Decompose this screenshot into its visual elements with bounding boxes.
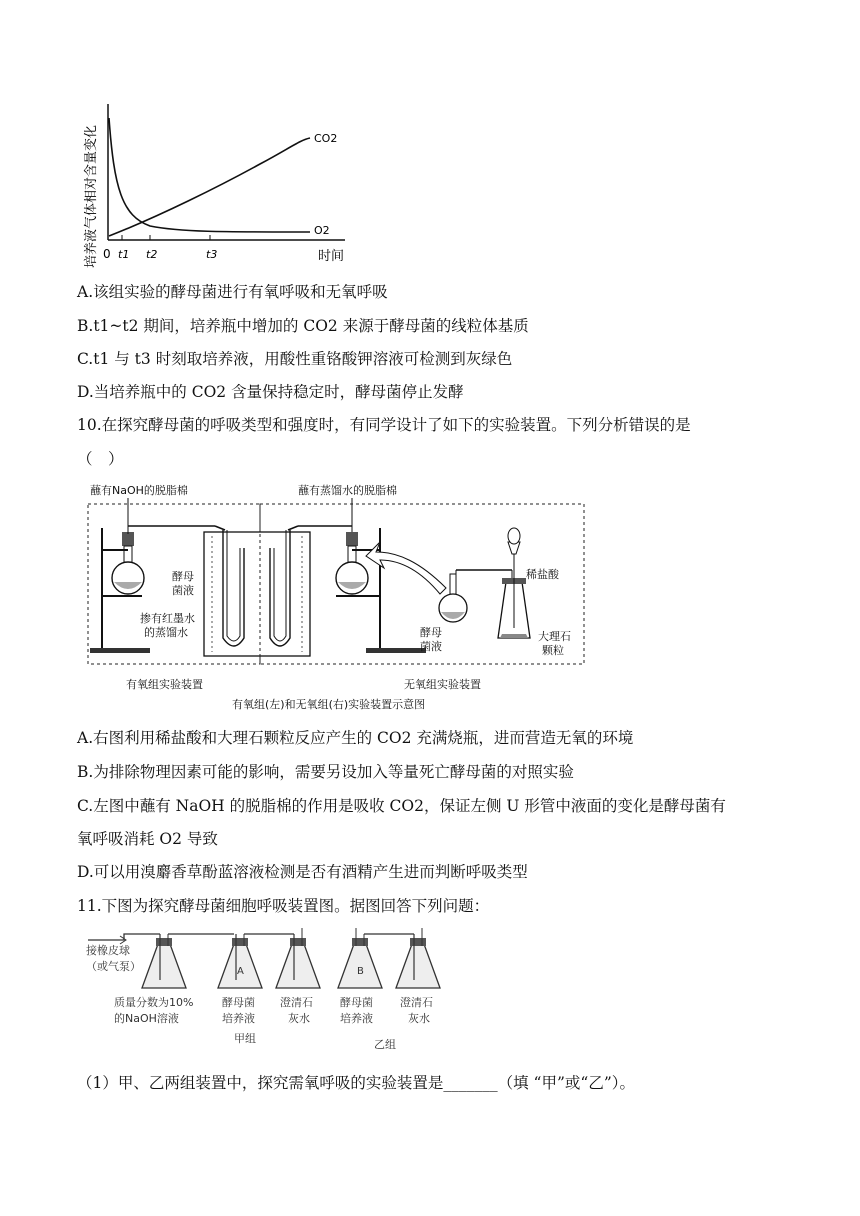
label-marble-1: 大理石	[538, 630, 571, 643]
label-right-group: 无氧组实验装置	[404, 678, 481, 691]
label-naoh-cotton: 蘸有NaOH的脱脂棉	[90, 484, 188, 497]
q9-option-c: C.t1 与 t3 时刻取培养液，用酸性重铬酸钾溶液可检测到灰绿色	[77, 350, 513, 368]
label-yeast-right-1: 酵母	[420, 626, 442, 639]
label-marble-2: 颗粒	[542, 644, 564, 657]
label-naoh-1: 质量分数为10%	[114, 996, 194, 1009]
q10-option-d: D.可以用溴麝香草酚蓝溶液检测是否有酒精产生进而判断呼吸类型	[77, 863, 528, 881]
q10-option-c: C.左图中蘸有 NaOH 的脱脂棉的作用是吸收 CO2，保证左侧 U 形管中液面的变化是酵母菌有	[77, 797, 726, 815]
o2-curve	[109, 118, 310, 232]
label-lime-a-2: 灰水	[288, 1012, 310, 1025]
label-jia: 甲组	[234, 1032, 256, 1045]
respiration-apparatus-figure	[80, 478, 590, 714]
label-left-group: 有氧组实验装置	[126, 678, 203, 691]
q9-option-a: A.该组实验的酵母菌进行有氧呼吸和无氧呼吸	[77, 283, 388, 301]
label-yeast-b-2: 培养液	[340, 1012, 373, 1025]
label-yeast-a-1: 酵母菌	[222, 996, 255, 1009]
flask-b-label: B	[357, 966, 364, 977]
yeast-respiration-setup-figure	[84, 924, 454, 1056]
label-redink-2: 的蒸馏水	[144, 626, 188, 639]
q11-stem: 11.下图为探究酵母菌细胞呼吸装置图。据图回答下列问题：	[77, 897, 490, 915]
graph-xlabel: 时间	[318, 249, 345, 264]
q10-option-c-continued: 氧呼吸消耗 O2 导致	[77, 830, 218, 848]
q10-answer-bracket: （ ）	[77, 450, 124, 468]
label-water-cotton: 蘸有蒸馏水的脱脂棉	[298, 484, 397, 497]
graph-label-o2: O2	[314, 224, 330, 237]
q11-sub1: （1）甲、乙两组装置中，探究需氧呼吸的实验装置是_______（填 “甲”或“乙”）。	[77, 1074, 635, 1092]
label-pump-1: 接橡皮球	[86, 944, 130, 957]
label-yeast-b-1: 酵母菌	[340, 996, 373, 1009]
label-naoh-2: 的NaOH溶液	[114, 1012, 179, 1025]
label-yeast-a-2: 培养液	[222, 1012, 255, 1025]
q10-option-a: A.右图利用稀盐酸和大理石颗粒反应产生的 CO2 充满烧瓶，进而营造无氧的环境	[77, 729, 634, 747]
q10-stem: 10.在探究酵母菌的呼吸类型和强度时，有同学设计了如下的实验装置。下列分析错误的是	[77, 416, 691, 434]
u-tube-board	[204, 532, 310, 656]
graph-label-co2: CO2	[314, 132, 338, 145]
graph-ylabel: 培养液气体相对含量变化	[84, 124, 99, 268]
graph-tick-t3: t3	[206, 248, 218, 261]
label-lime-a-1: 澄清石	[280, 996, 313, 1009]
left-flask	[112, 562, 144, 594]
label-yi: 乙组	[374, 1038, 396, 1051]
label-pump-2: （或气泵）	[86, 960, 141, 973]
q9-option-b: B.t1~t2 期间，培养瓶中增加的 CO2 来源于酵母菌的线粒体基质	[77, 317, 529, 335]
label-lime-b-1: 澄清石	[400, 996, 433, 1009]
graph-tick-t2: t2	[146, 248, 158, 261]
q10-option-b: B.为排除物理因素可能的影响，需要另设加入等量死亡酵母菌的对照实验	[77, 763, 574, 781]
gas-content-graph	[80, 98, 360, 270]
q9-option-d: D.当培养瓶中的 CO2 含量保持稳定时，酵母菌停止发酵	[77, 383, 464, 401]
label-lime-b-2: 灰水	[408, 1012, 430, 1025]
label-redink-1: 掺有红墨水	[140, 612, 195, 625]
graph-origin: 0	[103, 247, 111, 261]
flask-a-label: A	[237, 966, 244, 977]
label-yeast-left-2: 菌液	[172, 584, 194, 597]
label-yeast-right-2: 菌液	[420, 640, 442, 653]
label-yeast-left-1: 酵母	[172, 570, 194, 583]
label-hcl: 稀盐酸	[526, 568, 559, 581]
right-flask	[336, 562, 368, 594]
figure-caption: 有氧组(左)和无氧组(右)实验装置示意图	[232, 698, 426, 711]
graph-tick-t1: t1	[118, 248, 130, 261]
